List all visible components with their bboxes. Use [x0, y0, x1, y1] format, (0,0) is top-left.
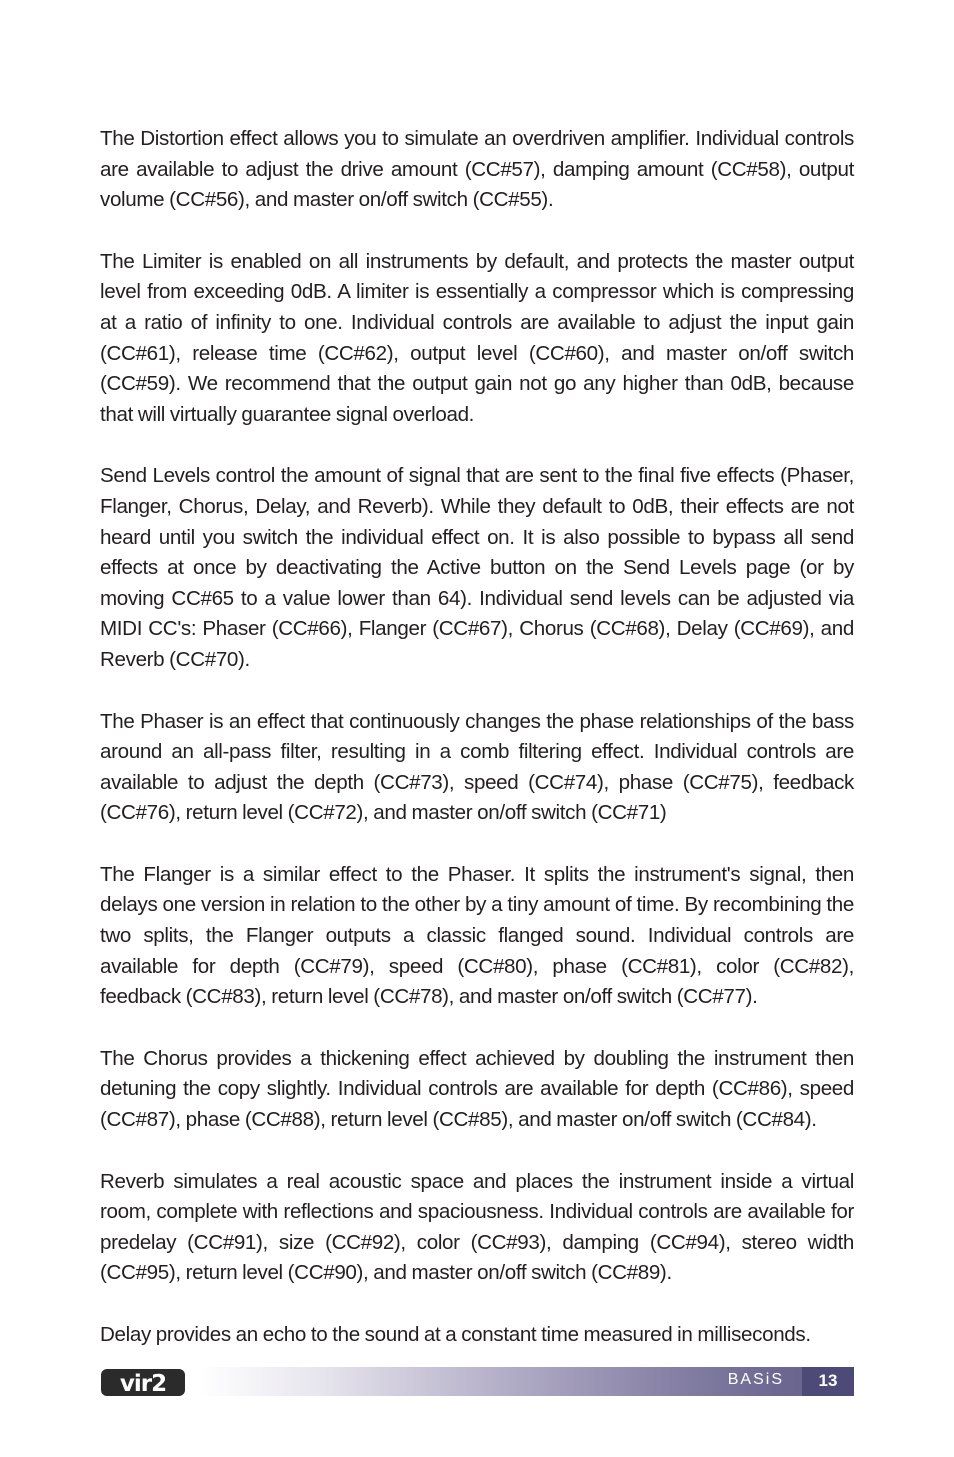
body-text	[100, 124, 854, 1351]
paragraph-distortion: The Distortion effect allows you to simulate an overdriven amplifier. Individual controls are available to adjust the drive amount (CC#57), damping amount (CC#58), output volume (CC#56), and master on/off switch (CC#55).	[100, 127, 854, 212]
paragraph-phaser: The Phaser is an effect that continuously changes the phase relationships of the bass around an all-pass filter, resulting in a comb filtering effect. Individual controls are available to adjust the depth (CC#73), speed (CC#74), phase (CC#75), feedback (CC#76), return level (CC#72), and master on/off switch (CC#71)	[100, 709, 854, 825]
paragraph-chorus: The Chorus provides a thickening effect achieved by doubling the instrument then detuning the copy slightly. Individual controls are available for depth (CC#86), speed (CC#87), phase (CC#88), return level (CC#85), and master on/off switch (CC#84).	[100, 1046, 854, 1132]
page-number-box	[802, 1367, 854, 1396]
paragraph-flanger: The Flanger is a similar effect to the Phaser. It splits the instrument's signal, then delays one version in relation to the other by a tiny amount of time. By recombining the two splits, the Flanger outputs a classic flanged sound. Individual controls are available for depth (CC#79), speed (CC#80), phase (CC#81), color (CC#82), feedback (CC#83), return level (CC#78), and master on/off switch (CC#77).	[100, 862, 854, 1009]
paragraph-limiter: The Limiter is enabled on all instruments by default, and protects the master output level from exceeding 0dB. A limiter is essentially a compressor which is compressing at a ratio of infinity to one. Individual controls are available to adjust the input gain (CC#61), release time (CC#62), output level (CC#60), and master on/off switch (CC#59). We recommend that the output gain not go any higher than 0dB, because that will virtually guarantee signal overload.	[100, 249, 854, 426]
paragraph-send-levels: Send Levels control the amount of signal that are sent to the final five effects (Phaser, Flanger, Chorus, Delay, and Reverb). While they default to 0dB, their effects are not heard until you switch the individual effect on. It is also possible to bypass all send effects at once by deactivating the Active button on the Send Levels page (or by moving CC#65 to a value lower than 64). Individual send levels can be adjusted via MIDI CC's: Phaser (CC#66), Flanger (CC#67), Chorus (CC#68), Delay (CC#69), and Reverb (CC#70).	[100, 464, 854, 671]
page-footer	[100, 1366, 854, 1398]
paragraph-reverb: Reverb simulates a real acoustic space and places the instrument inside a virtual room, complete with reflections and spaciousness. Individual controls are available for predelay (CC#91), size (CC#92), color (CC#93), damping (CC#94), stereo width (CC#95), return level (CC#90), and master on/off switch (CC#89).	[100, 1169, 854, 1285]
footer-gradient-bar	[198, 1367, 854, 1396]
svg-text:vir2: vir2	[119, 1371, 167, 1397]
product-name: BASiS	[727, 1371, 784, 1388]
page-number: 13	[818, 1371, 838, 1390]
vir2-logo	[100, 1366, 186, 1398]
paragraph-delay: Delay provides an echo to the sound at a constant time measured in milliseconds.	[100, 1323, 811, 1346]
